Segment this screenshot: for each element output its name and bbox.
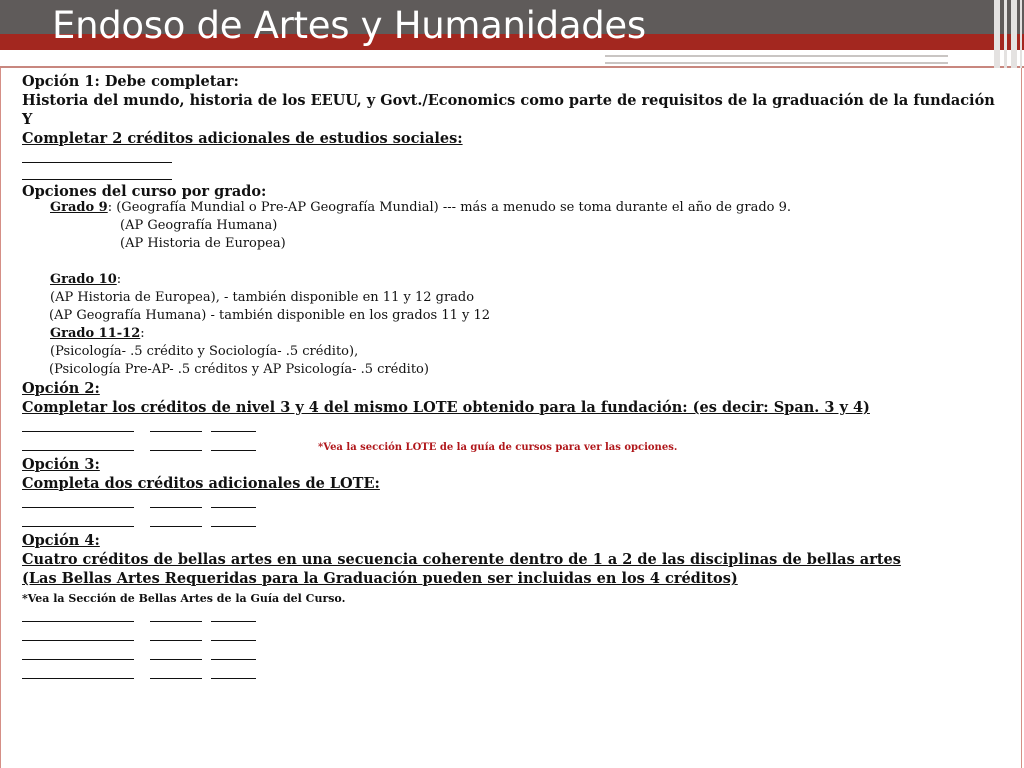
grade10-option: (AP Historia de Europea), - también disponible en 11 y 12 grado [50,290,475,305]
grade1112-colon: : [140,326,145,341]
fill-in-blank[interactable] [22,417,256,436]
grade9-text: : (Geografía Mundial o Pre-AP Geografía Mundial) --- más a menudo se toma durante el año de grado 9. [107,200,792,215]
option4-line2: (Las Bellas Artes Requeridas para la Graduación pueden ser incluidas en los 4 créditos) [22,570,738,587]
fill-in-blank[interactable] [22,436,256,455]
grade1112-option: (Psicología- .5 crédito y Sociología- .5 crédito), [50,344,359,359]
option2-note: *Vea la sección LOTE de la guía de cursos para ver las opciones. [318,442,678,453]
option4-note: *Vea la Sección de Bellas Artes de la Guía del Curso. [22,592,346,605]
fill-in-blank[interactable] [22,607,256,626]
fill-in-blank[interactable] [22,664,256,683]
option1-line1: Historia del mundo, historia de los EEUU, y Govt./Economics como parte de requisitos de la graduación de la fundación [22,92,995,109]
option3-line1: Completa dos créditos adicionales de LOTE: [22,475,380,492]
grade1112-line [22,325,1012,343]
option1-line2: Completar 2 créditos adicionales de estudios sociales: [22,130,463,147]
grade1112-label: Grado 11-12 [50,326,141,341]
grade10-label: Grado 10 [50,272,117,287]
grade9-option: (AP Geografía Humana) [120,218,278,233]
option2-line1: Completar los créditos de nivel 3 y 4 del mismo LOTE obtenido para la fundación: (es decir: Span. 3 y 4) [22,399,870,416]
grade9-option: (AP Historia de Europea) [120,236,286,251]
grade9-line [22,199,1012,217]
fill-in-blank[interactable] [22,512,256,531]
fill-in-blank[interactable] [22,167,172,184]
fill-in-blank[interactable] [22,493,256,512]
grade1112-option: (Psicología Pre-AP- .5 créditos y AP Psicología- .5 crédito) [49,362,429,377]
grade9-label: Grado 9 [50,200,108,215]
document-body [22,72,1012,683]
header-stripe [605,62,948,64]
grade10-colon: : [116,272,122,287]
grade10-option: (AP Geografía Humana) - también disponible en los grados 11 y 12 [49,308,491,323]
option4-heading: Opción 4: [22,532,100,549]
fill-in-blank[interactable] [22,148,172,167]
fill-in-blank[interactable] [22,645,256,664]
option4-line1: Cuatro créditos de bellas artes en una secuencia coherente dentro de 1 a 2 de las disciplinas de bellas artes [22,551,901,568]
grade10-line [22,271,1012,289]
option2-heading: Opción 2: [22,380,100,397]
header-stripe [605,55,948,57]
fill-in-blank[interactable] [22,626,256,645]
option1-and: Y [22,111,33,128]
option3-heading: Opción 3: [22,456,100,473]
slide-header [0,0,1024,68]
courses-heading: Opciones del curso por grado: [22,183,267,200]
header-vertical-bars [990,0,1024,68]
option1-heading: Opción 1: Debe completar: [22,73,239,90]
slide-title: Endoso de Artes y Humanidades [52,4,646,47]
